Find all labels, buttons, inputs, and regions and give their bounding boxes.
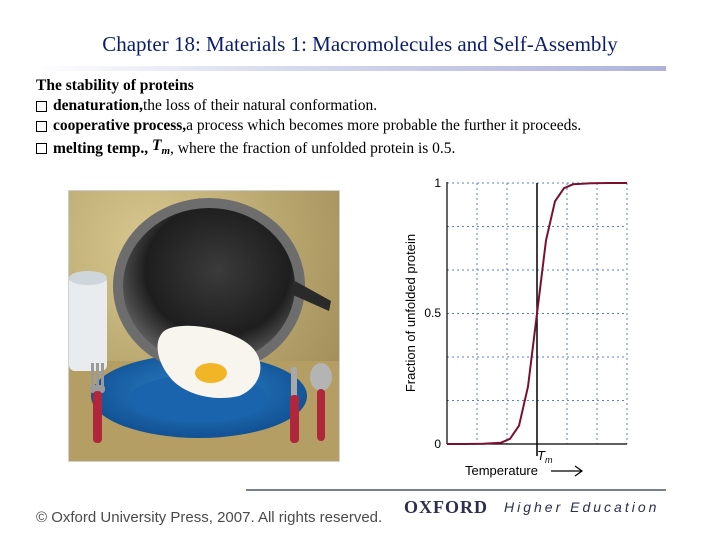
tm-marker-label: $T_m$: [537, 448, 553, 465]
y-tick-label-0: 0: [434, 437, 441, 451]
egg-in-pan-photo: [68, 190, 340, 462]
unfolding-chart: [395, 172, 645, 482]
oxford-tagline: Higher Education: [504, 499, 660, 515]
bullet-denaturation: [36, 96, 696, 116]
copyright-notice: © Oxford University Press, 2007. All rights reserved.: [36, 509, 383, 526]
slide-title: Chapter 18: Materials 1: Macromolecules and Self-Assembly: [102, 32, 618, 56]
bullet-term: melting temp.,: [53, 139, 149, 157]
bullet-cooperative: [36, 116, 696, 136]
x-axis-label: Temperature: [465, 463, 538, 478]
bullet-box-icon: [36, 121, 47, 132]
bullet-box-icon: [36, 143, 47, 154]
bullet-term: denaturation,: [53, 97, 143, 114]
bullet-box-icon: [36, 101, 47, 112]
slide-body: [36, 76, 696, 161]
oxford-logo: OXFORD: [404, 497, 488, 517]
bullet-text: a process which becomes more probable the further it proceeds.: [186, 117, 582, 134]
bullet-text: the loss of their natural conformation.: [143, 97, 378, 114]
y-axis-label: Fraction of unfolded protein: [403, 233, 418, 393]
section-heading: The stability of proteins: [36, 77, 194, 94]
bullet-text: , where the fraction of unfolded protein is 0.5.: [170, 139, 456, 157]
tm-symbol: $T_m$: [152, 137, 171, 158]
title-divider: [34, 66, 666, 71]
bullet-melting: [36, 136, 696, 161]
footer-divider: [246, 489, 666, 491]
y-tick-label-1: 1: [434, 176, 441, 190]
y-tick-label-0.5: 0.5: [424, 306, 441, 320]
bullet-term: cooperative process,: [53, 117, 187, 134]
